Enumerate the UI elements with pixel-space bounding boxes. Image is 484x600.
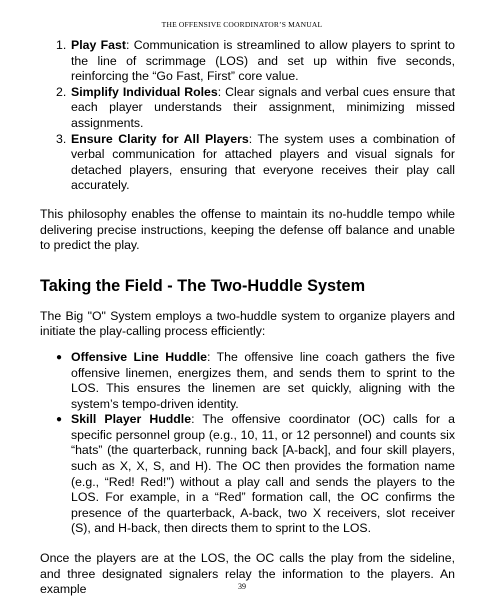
philosophy-paragraph: This philosophy enables the offense to maintain its no-huddle tempo while delivering precise instructions, keeping the defense off balance and unable to predict the play. — [40, 206, 455, 253]
list-item — [40, 412, 455, 537]
core-values-list — [40, 38, 455, 194]
list-item-text: : Clear signals and verbal cues ensure that each player understands their assignment, minimizing missed assignments. — [71, 84, 455, 130]
running-header: THE OFFENSIVE COORDINATOR’S MANUAL — [161, 20, 323, 29]
list-item-text: : The offensive line coach gathers the five offensive linemen, energizes them, and sends them to sprint to the LOS. This ensures the linemen are set quickly, aligning with the system’s tempo-driven identity. — [71, 349, 456, 411]
bullet-icon: ● — [56, 414, 63, 426]
list-item-term: Simplify Individual Roles — [71, 84, 218, 99]
list-item — [40, 85, 455, 132]
bullet-icon: ● — [56, 351, 63, 363]
list-item-term: Skill Player Huddle — [71, 412, 192, 427]
list-item-text: : Communication is streamlined to allow players to sprint to the line of scrimmage (LOS) and set up within five seconds, reinforcing the “Go Fast, First” core value. — [71, 38, 455, 84]
list-item — [40, 38, 455, 85]
page-number: 39 — [238, 582, 246, 591]
closing-paragraph: Once the players are at the LOS, the OC calls the play from the sideline, and three designated signalers relay the information to the players. An example — [40, 551, 455, 597]
page-content — [40, 38, 455, 598]
list-item-term: Play Fast — [71, 38, 126, 52]
list-number: 2. — [56, 84, 67, 99]
list-item-text: : The offensive coordinator (OC) calls for a specific personnel group (e.g., 10, 11, or 12 personnel) and counts six “hats” (the quarterback, running back [A-back], and four skill players, such as X, X, S, and H). The OC then provides the formation name (e.g., “Red! Red!”) without a play call and sends the players to the LOS. For example, in a “Red” formation call, the OC confirms the presence of the quarterback, A-back, two X receivers, slot receiver (S), and H-back, then directs them to sprint to the LOS. — [71, 412, 455, 536]
intro-paragraph: The Big "O" System employs a two-huddle system to organize players and initiate the play-calling process efficiently: — [40, 308, 455, 339]
list-item — [40, 132, 455, 194]
list-item-text: : The system uses a combination of verbal communication for attached players and visual signals for detached players, ensuring that everyone receives their play call accurately. — [71, 131, 455, 193]
list-item-term: Ensure Clarity for All Players — [71, 131, 249, 146]
list-item — [40, 350, 455, 412]
huddle-list — [40, 350, 455, 537]
list-item-term: Offensive Line Huddle — [71, 349, 207, 364]
list-number: 3. — [56, 131, 67, 146]
section-heading: Taking the Field - The Two-Huddle System — [40, 276, 366, 295]
list-number: 1. — [56, 38, 67, 52]
